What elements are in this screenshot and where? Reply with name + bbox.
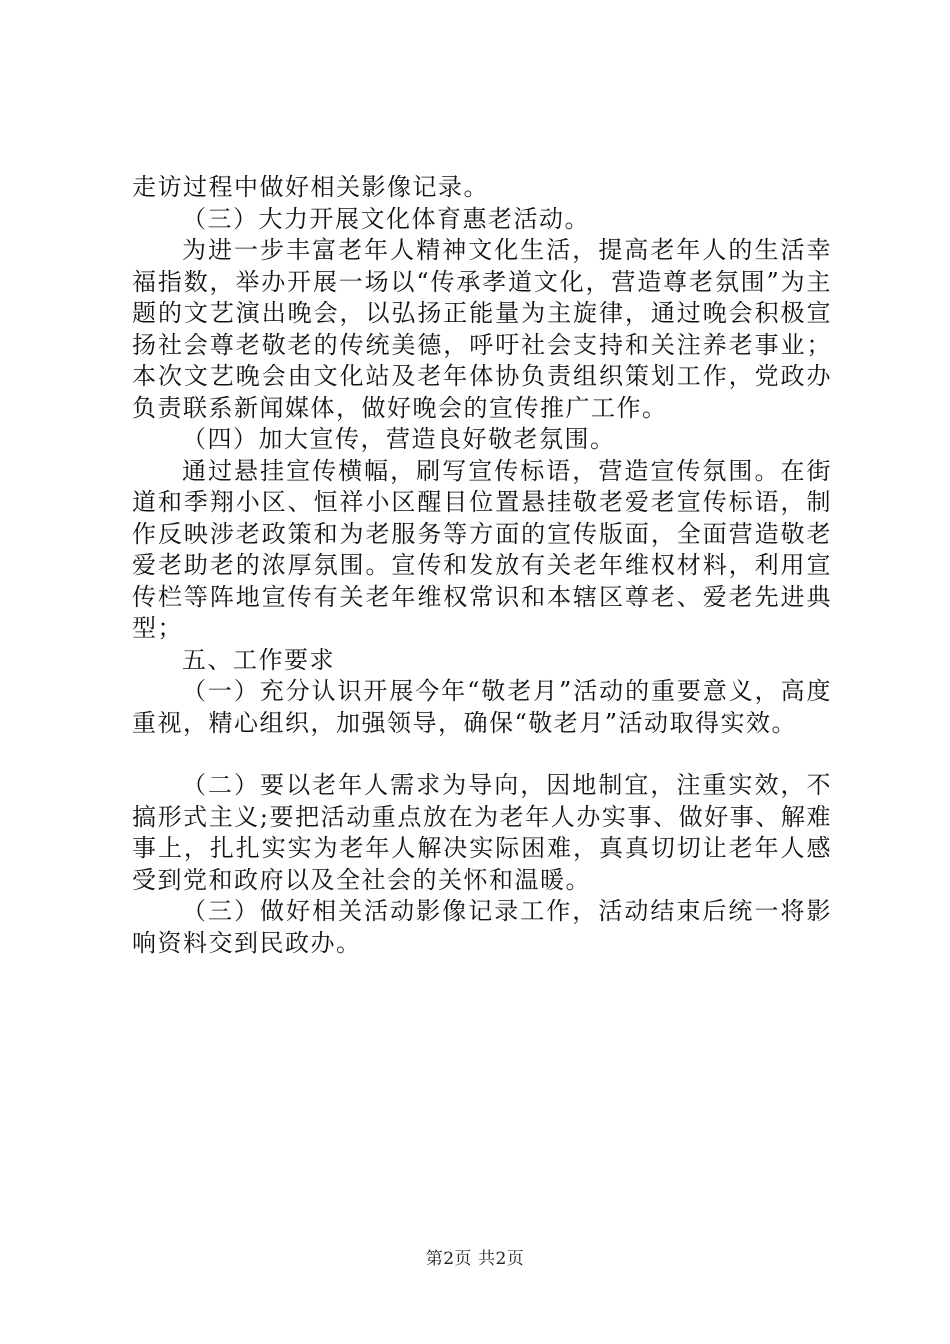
paragraph-continuation: 走访过程中做好相关影像记录。 bbox=[132, 173, 489, 201]
page-number-footer: 第2页 共2页 bbox=[425, 1249, 525, 1269]
section-heading-work-requirements: 五、工作要求 bbox=[182, 645, 335, 674]
heading-publicity: （四）加大宣传，营造良好敬老氛围。 bbox=[182, 425, 616, 453]
requirement-item-2: （二）要以老年人需求为导向，因地制宜，注重实效，不搞形式主义;要把活动重点放在为老年人办实事、做好事、解难事上，扎扎实实为老年人解决实际困难，真真切切让老年人感受到党和政府以及全社会的关怀和温暖。 bbox=[132, 771, 832, 894]
paragraph-gala-performance: 为进一步丰富老年人精神文化生活，提高老年人的生活幸福指数，举办开展一场以“传承孝道文化，营造尊老氛围”为主题的文艺演出晚会，以弘扬正能量为主旋律，通过晚会积极宣扬社会尊老敬老的传统美德，呼吁社会支持和关注养老事业；本次文艺晚会由文化站及老年体协负责组织策划工作，党政办负责联系新闻媒体，做好晚会的宣传推广工作。 bbox=[132, 236, 832, 422]
requirement-item-1: （一）充分认识开展今年“敬老月”活动的重要意义，高度重视，精心组织，加强领导，确保“敬老月”活动取得实效。 bbox=[132, 677, 832, 737]
document-body bbox=[132, 172, 832, 959]
heading-culture-sports-activities: （三）大力开展文化体育惠老活动。 bbox=[182, 204, 590, 233]
requirement-item-3: （三）做好相关活动影像记录工作，活动结束后统一将影响资料交到民政办。 bbox=[132, 897, 832, 957]
paragraph-publicity-details: 通过悬挂宣传横幅，刷写宣传标语，营造宣传氛围。在街道和季翔小区、恒祥小区醒目位置悬挂敬老爱老宣传标语，制作反映涉老政策和为老服务等方面的宣传版面，全面营造敬老爱老助老的浓厚氛围。宣传和发放有关老年维权材料，利用宣传栏等阵地宣传有关老年维权常识和本辖区尊老、爱老先进典型； bbox=[132, 456, 832, 642]
